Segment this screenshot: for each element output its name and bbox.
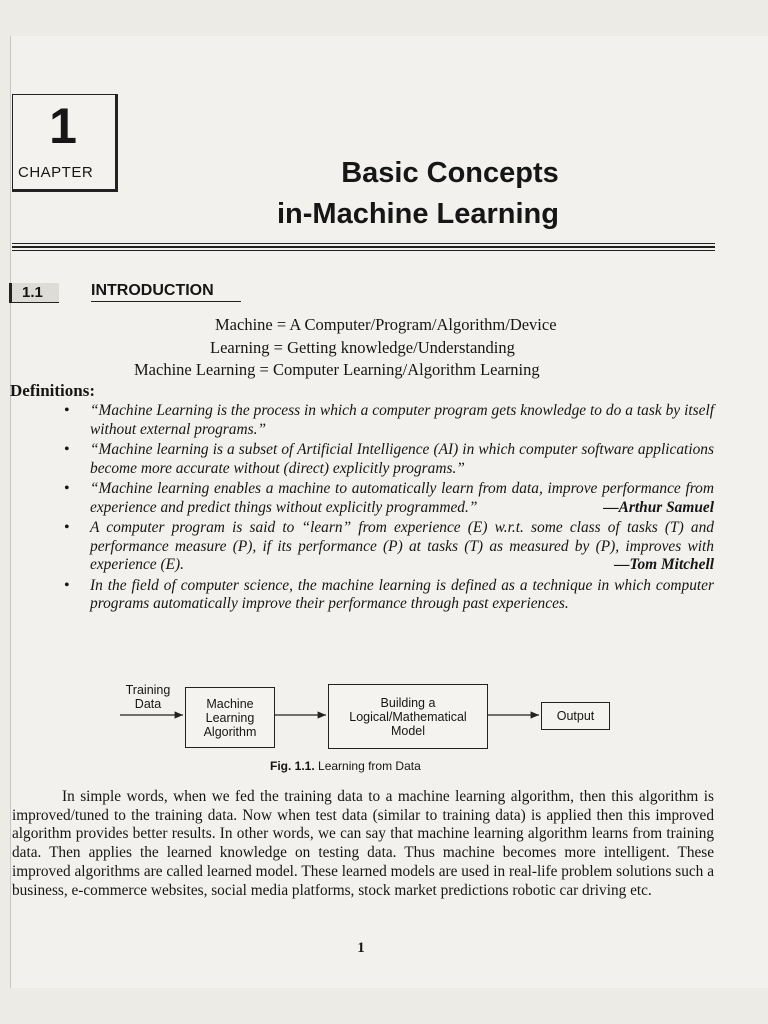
section-title: INTRODUCTION — [91, 282, 214, 299]
diagram-input-label-line: Training — [125, 683, 171, 697]
chapter-label: CHAPTER — [18, 164, 94, 181]
list-item — [64, 480, 714, 517]
chapter-number: 1 — [49, 98, 77, 154]
definition-text: “Machine Learning is the process in which a computer program gets knowledge to do a task by itself without external programs.” — [90, 402, 714, 438]
equation-machine-learning: Machine Learning = Computer Learning/Algorithm Learning — [134, 360, 540, 379]
definition-author: —Arthur Samuel — [603, 498, 714, 516]
definition-text: A computer program is said to “learn” from experience (E) w.r.t. some class of tasks (T) and performance measure (P), if its performance (P) at tasks (T) as measured by (P), improves with experience (E). — [90, 519, 714, 573]
model-box-line: Model — [390, 723, 426, 738]
algorithm-box-line: Machine — [206, 696, 254, 711]
definitions-heading: Definitions: — [10, 381, 95, 400]
list-item — [64, 402, 714, 439]
definitions-list — [64, 402, 714, 616]
definition-text: “Machine learning enables a machine to automatically learn from data, improve performance from experience and predict things without explicitly programmed.” — [90, 480, 714, 516]
algorithm-box-line: Algorithm — [203, 724, 257, 739]
equation-machine: Machine = A Computer/Program/Algorithm/Device — [215, 315, 557, 334]
title-rule-bottom — [12, 250, 715, 251]
definition-text: In the field of computer science, the machine learning is defined as a technique in which computer programs automatically improve their performance through past experiences. — [90, 576, 714, 612]
definition-author: —Tom Mitchell — [614, 556, 714, 573]
output-box: Output — [541, 702, 610, 730]
definition-text: “Machine learning is a subset of Artificial Intelligence (AI) in which computer software applications become more accurate without (direct) explicitly programs.” — [90, 441, 714, 477]
figure-caption-text: Learning from Data — [318, 759, 421, 773]
list-item — [64, 441, 714, 478]
page-number: 1 — [357, 940, 365, 956]
learning-diagram — [110, 680, 620, 755]
section-title-underline — [91, 301, 241, 302]
chapter-title-line-1: Basic Concepts — [341, 157, 559, 189]
list-item — [64, 519, 714, 575]
body-paragraph: In simple words, when we fed the training data to a machine learning algorithm, then this algorithm is improved/tuned to the training data. Now when test data (similar to training data) is applied then this improved algorithm provides better results. In other words, we can say that machine learning algorithm learns from training data. Then applies the learned knowledge on testing data. Thus machine becomes more intelligent. These improved algorithms are called learned model. These learned models are used in real-life problem solutions such a business, e-commerce websites, social media platforms, stock market predictions robotic car driving etc. — [12, 788, 714, 899]
figure-caption — [270, 759, 421, 773]
title-rule-top — [12, 243, 715, 244]
algorithm-box — [185, 687, 275, 748]
model-box-line: Logical/Mathematical — [349, 709, 467, 724]
chapter-title-line-2: in-Machine Learning — [277, 198, 559, 230]
model-box-line: Building a — [380, 695, 436, 710]
diagram-input-label-line: Data — [134, 697, 162, 711]
equation-learning: Learning = Getting knowledge/Understanding — [210, 338, 515, 357]
list-item — [64, 577, 714, 614]
algorithm-box-line: Learning — [205, 710, 255, 725]
section-number: 1.1 — [9, 283, 59, 303]
model-box — [328, 684, 488, 749]
title-rule-middle — [12, 246, 715, 248]
figure-label: Fig. 1.1. — [270, 759, 315, 773]
